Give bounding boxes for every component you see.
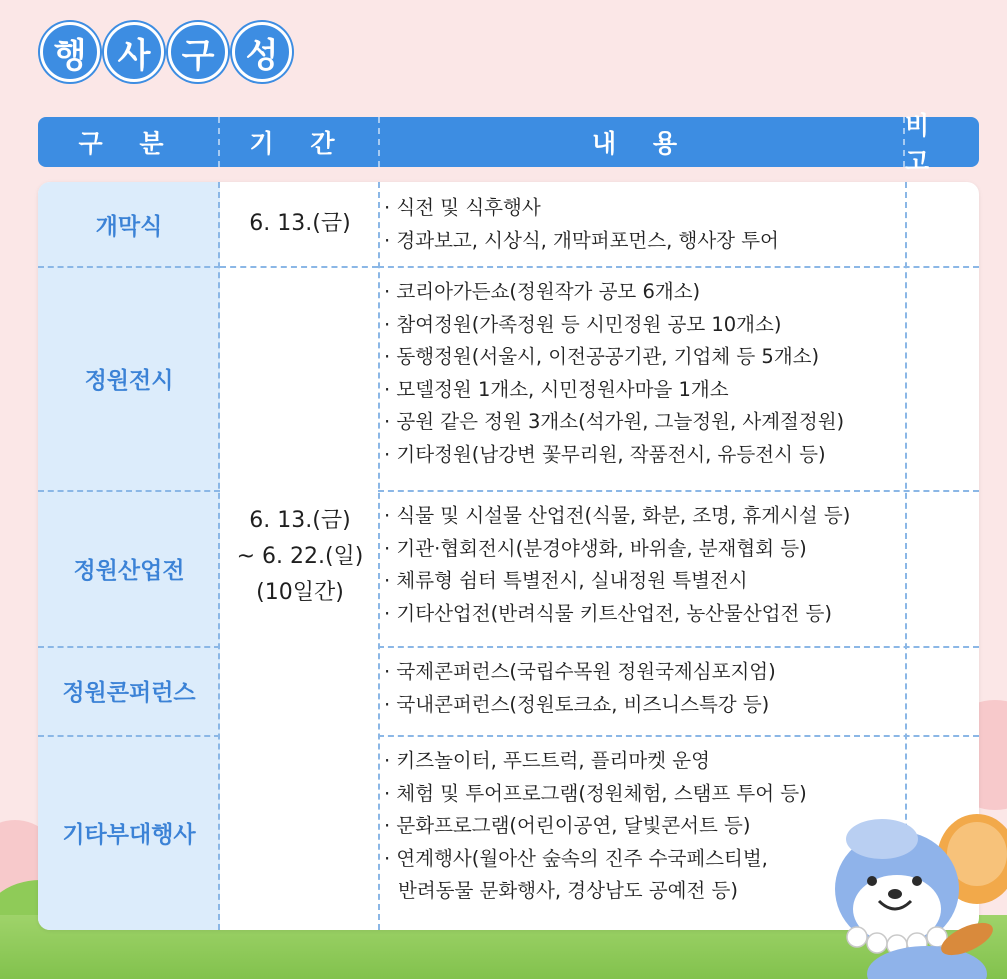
- row-divider: [378, 490, 979, 492]
- header-note: 비 고: [905, 111, 936, 176]
- header-content: 내 용: [380, 117, 905, 167]
- title-char: 성: [232, 22, 292, 82]
- column-divider: [378, 182, 380, 930]
- period-start: 6. 13.(금): [249, 508, 351, 533]
- list-item: · 키즈놀이터, 푸드트럭, 플리마켓 운영: [384, 745, 904, 778]
- list-item: · 국제콘퍼런스(국립수목원 정원국제심포지엄): [384, 656, 904, 689]
- table-header: [38, 111, 979, 176]
- period-opening: 6. 13.(금): [249, 211, 351, 236]
- content-garden-exhibit: [384, 276, 904, 471]
- content-opening: [384, 192, 904, 257]
- list-item: · 국내콘퍼런스(정원토크쇼, 비즈니스특강 등): [384, 689, 904, 722]
- title-char: 구: [168, 22, 228, 82]
- list-item: · 연계행사(월아산 숲속의 진주 수국페스티벌,: [384, 843, 904, 876]
- otter-mascot-icon: [827, 749, 1007, 979]
- list-item-continuation: 반려동물 문화행사, 경상남도 공예전 등): [398, 879, 738, 902]
- row-divider: [220, 266, 378, 268]
- page-title: [40, 22, 292, 82]
- header-period: 기 간: [220, 117, 380, 167]
- list-item: · 기타정원(남강변 꽃무리원, 작품전시, 유등전시 등): [384, 439, 904, 472]
- category-side-events: 기타부대행사: [62, 822, 196, 848]
- category-conference: 정원콘퍼런스: [62, 680, 196, 706]
- header-category: 구 분: [38, 117, 220, 167]
- period-end: ~ 6. 22.(일): [236, 544, 364, 569]
- list-item: · 문화프로그램(어린이공연, 달빛콘서트 등): [384, 810, 904, 843]
- list-item: · 경과보고, 시상식, 개막퍼포먼스, 행사장 투어: [384, 225, 904, 258]
- list-item: · 공원 같은 정원 3개소(석가원, 그늘정원, 사계절정원): [384, 406, 904, 439]
- title-char: 행: [40, 22, 100, 82]
- list-item: · 체류형 쉼터 특별전시, 실내정원 특별전시: [384, 565, 904, 598]
- list-item: · 기타산업전(반려식물 키트산업전, 농산물산업전 등): [384, 598, 904, 631]
- row-divider: [378, 646, 979, 648]
- title-char: 사: [104, 22, 164, 82]
- list-item: · 식전 및 식후행사: [384, 192, 904, 225]
- category-garden-exhibit: 정원전시: [84, 367, 174, 394]
- list-item: · 코리아가든쇼(정원작가 공모 6개소): [384, 276, 904, 309]
- period-days: (10일간): [256, 580, 344, 605]
- row-divider: [378, 266, 979, 268]
- content-side-events: [384, 745, 904, 908]
- list-item: · 체험 및 투어프로그램(정원체험, 스탬프 투어 등): [384, 778, 904, 811]
- list-item: · 식물 및 시설물 산업전(식물, 화분, 조명, 휴게시설 등): [384, 500, 904, 533]
- period-main: [222, 482, 378, 632]
- row-divider: [378, 735, 979, 737]
- list-item: · 동행정원(서울시, 이전공공기관, 기업체 등 5개소): [384, 341, 904, 374]
- content-conference: [384, 656, 904, 721]
- category-garden-industry: 정원산업전: [73, 557, 185, 584]
- list-item: · 기관·협회전시(분경야생화, 바위솔, 분재협회 등): [384, 533, 904, 566]
- list-item: · 참여정원(가족정원 등 시민정원 공모 10개소): [384, 309, 904, 342]
- content-garden-industry: [384, 500, 904, 630]
- category-opening: 개막식: [95, 213, 163, 240]
- list-item: · 모델정원 1개소, 시민정원사마을 1개소: [384, 374, 904, 407]
